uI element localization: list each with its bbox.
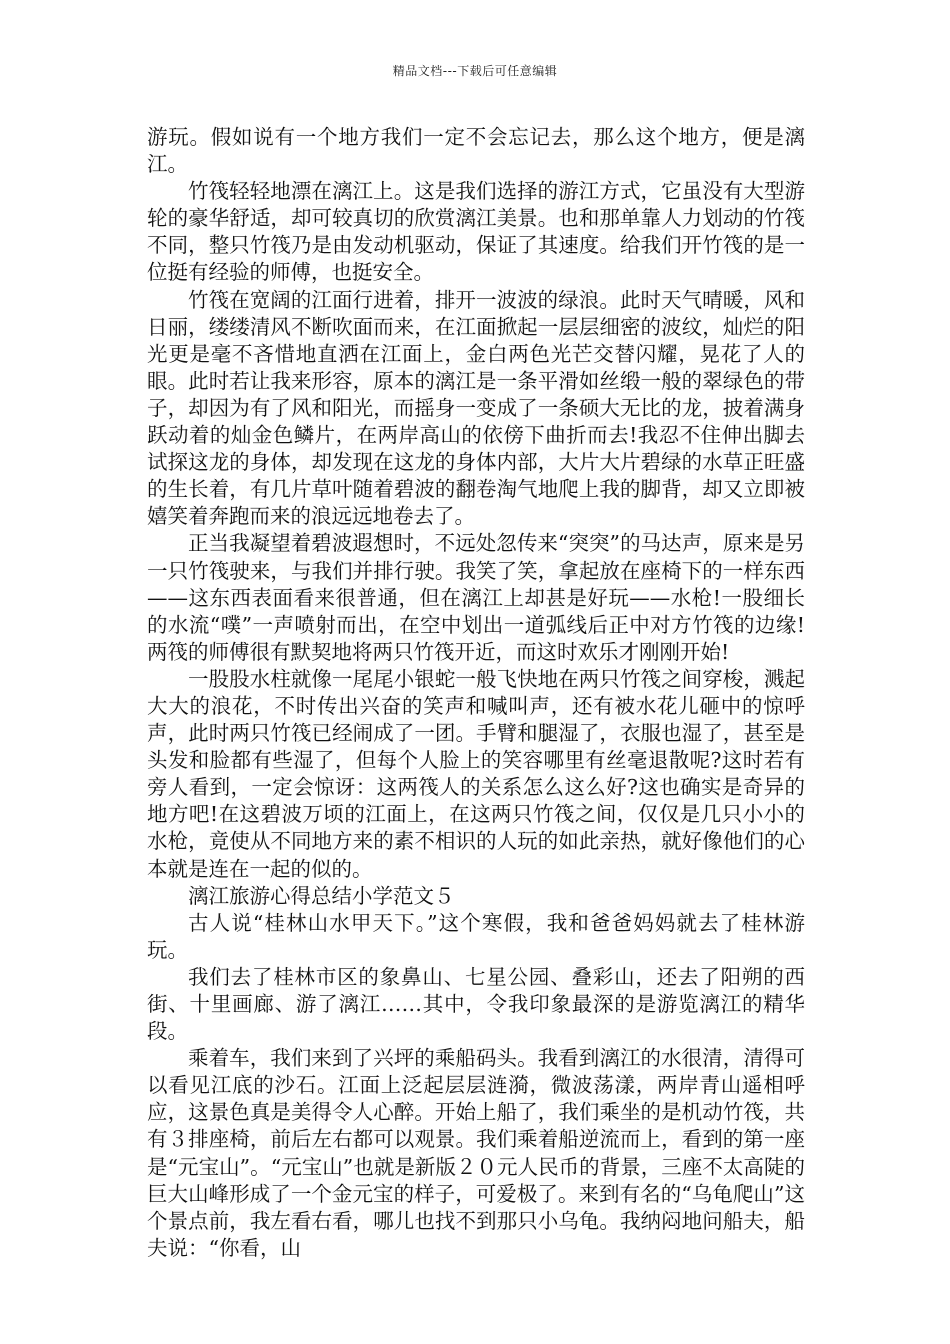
paragraph: 正当我凝望着碧波遐想时，不远处忽传来“突突”的马达声，原来是另一只竹筏驶来，与我们并排行驶。我笑了笑，拿起放在座椅下的一样东西——这东西表面看来很普通，但在漓江上却甚是好玩——水枪!一股细长的水流“噗”一声喷射而出，在空中划出一道弧线后正中对方竹筏的边缘!两筏的师傅很有默契地将两只竹筏开近，而这时欢乐才刚刚开始!	[147, 531, 805, 664]
page-header: 精品文档---下载后可任意编辑	[392, 64, 558, 78]
section-heading: 漓江旅游心得总结小学范文５	[188, 883, 455, 908]
paragraph: 游玩。假如说有一个地方我们一定不会忘记去，那么这个地方，便是漓江。	[147, 125, 805, 177]
paragraph: 竹筏轻轻地漂在漓江上。这是我们选择的游江方式，它虽没有大型游轮的豪华舒适，却可较真切的欣赏漓江美景。也和那单靠人力划动的竹筏不同，整只竹筏乃是由发动机驱动，保证了其速度。给我们开竹筏的是一位挺有经验的师傅，也挺安全。	[147, 179, 805, 285]
document-body	[147, 124, 805, 1262]
paragraph: 一股股水柱就像一尾尾小银蛇一般飞快地在两只竹筏之间穿梭，溅起大大的浪花，不时传出兴奋的笑声和喊叫声，还有被水花儿砸中的惊呼声，此时两只竹筏已经闹成了一团。手臂和腿湿了，衣服也湿了，甚至是头发和脸都有些湿了，但每个人脸上的笑容哪里有丝毫退散呢?这时若有旁人看到，一定会惊讶：这两筏人的关系怎么这么好?这也确实是奇异的地方吧!在这碧波万顷的江面上，在这两只竹筏之间，仅仅是几只小小的水枪，竟使从不同地方来的素不相识的人玩的如此亲热，就好像他们的心本就是连在一起的似的。	[147, 666, 805, 881]
paragraph: 古人说“桂林山水甲天下。”这个寒假，我和爸爸妈妈就去了桂林游玩。	[147, 910, 805, 962]
paragraph: 我们去了桂林市区的象鼻山、七星公园、叠彩山，还去了阳朔的西街、十里画廊、游了漓江……其中，令我印象最深的是游览漓江的精华段。	[147, 964, 805, 1044]
paragraph: 竹筏在宽阔的江面行进着，排开一波波的绿浪。此时天气晴暖，风和日丽，缕缕清风不断吹面而来，在江面掀起一层层细密的波纹，灿烂的阳光更是毫不吝惜地直洒在江面上，金白两色光芒交替闪耀，晃花了人的眼。此时若让我来形容，原本的漓江是一条平滑如丝缎一般的翠绿色的带子，却因为有了风和阳光，而摇身一变成了一条硕大无比的龙，披着满身跃动着的灿金色鳞片，在两岸高山的依傍下曲折而去!我忍不住伸出脚去试探这龙的身体，却发现在这龙的身体内部，大片大片碧绿的水草正旺盛的生长着，有几片草叶随着碧波的翻卷淘气地爬上我的脚背，却又立即被嬉笑着奔跑而来的浪远远地卷去了。	[147, 287, 805, 529]
paragraph: 乘着车，我们来到了兴坪的乘船码头。我看到漓江的水很清，清得可以看见江底的沙石。江面上泛起层层涟漪，微波荡漾，两岸青山遥相呼应，这景色真是美得令人心醉。开始上船了，我们乘坐的是机动竹筏，共有３排座椅，前后左右都可以观景。我们乘着船逆流而上，看到的第一座是“元宝山”。“元宝山”也就是新版２０元人民币的背景，三座不太高陡的巨大山峰形成了一个金元宝的样子，可爱极了。来到有名的“乌龟爬山”这个景点前，我左看右看，哪儿也找不到那只小乌龟。我纳闷地问船夫，船夫说：“你看，山	[147, 1046, 805, 1260]
